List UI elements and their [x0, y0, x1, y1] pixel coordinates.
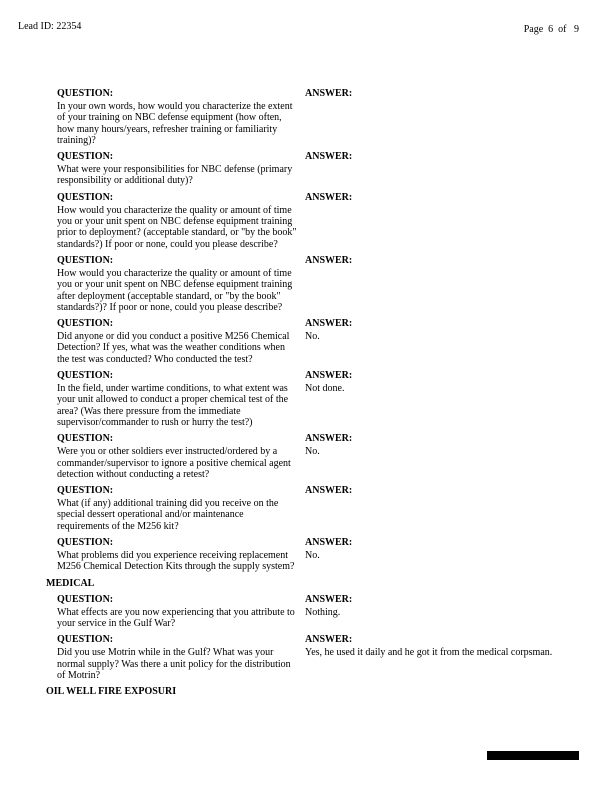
- answer-column: [305, 191, 555, 250]
- question-column: [57, 484, 305, 532]
- qa-block: [57, 593, 587, 630]
- answer-label: ANSWER:: [305, 485, 353, 497]
- answer-column: [305, 593, 555, 630]
- question-column: [57, 150, 305, 187]
- qa-block: [57, 484, 587, 532]
- question-label: QUESTION:: [57, 318, 114, 330]
- question-label: QUESTION:: [57, 634, 114, 646]
- question-text: What effects are you now experiencing that you attribute to your service in the Gulf War?: [57, 606, 295, 629]
- question-column: [57, 317, 305, 365]
- qa-list: [46, 87, 587, 701]
- question-column: [57, 191, 305, 250]
- answer-text: No.: [305, 550, 320, 562]
- question-text: What were your responsibilities for NBC defense (primary responsibility or additional duty)?: [57, 164, 293, 187]
- qa-block: [57, 432, 587, 480]
- qa-block: [57, 317, 587, 365]
- qa-block: [57, 536, 587, 573]
- qa-block: [57, 150, 587, 187]
- question-text: What (if any) additional training did you receive on the special dessert operational and/or maintenance requirements of the M256 kit?: [57, 498, 279, 532]
- answer-column: [305, 254, 555, 313]
- question-text: Were you or other soldiers ever instructed/ordered by a commander/supervisor to ignore a positive chemical agent detection without conducting a retest?: [57, 446, 291, 480]
- question-label: QUESTION:: [57, 151, 114, 163]
- question-label: QUESTION:: [57, 485, 114, 497]
- answer-text: Yes, he used it daily and he got it from the medical corpsman.: [305, 647, 553, 659]
- question-label: QUESTION:: [57, 88, 114, 99]
- answer-column: [305, 484, 555, 532]
- section-heading-medical: MEDICAL: [46, 577, 95, 589]
- question-label: QUESTION:: [57, 370, 114, 382]
- answer-column: [305, 369, 555, 428]
- answer-label: ANSWER:: [305, 191, 353, 203]
- page-number: Page 6 of 9: [523, 24, 579, 35]
- question-label: QUESTION:: [57, 433, 114, 445]
- redaction-bar: [487, 751, 579, 760]
- answer-label: ANSWER:: [305, 370, 353, 382]
- question-column: [57, 87, 305, 146]
- question-text: What problems did you experience receiving replacement M256 Chemical Detection Kits through the supply system?: [57, 550, 295, 573]
- answer-label: ANSWER:: [305, 537, 353, 549]
- answer-column: [305, 633, 555, 681]
- answer-column: [305, 536, 555, 573]
- qa-block: [57, 369, 587, 428]
- question-text: Did you use Motrin while in the Gulf? What was your normal supply? Was there a unit policy for the distribution of Motrin?: [57, 647, 291, 681]
- qa-block: [57, 87, 587, 146]
- question-column: [57, 432, 305, 480]
- answer-column: [305, 87, 555, 146]
- answer-text: No.: [305, 446, 320, 458]
- answer-label: ANSWER:: [305, 151, 353, 163]
- question-column: [57, 593, 305, 630]
- answer-label: ANSWER:: [305, 634, 353, 646]
- answer-label: ANSWER:: [305, 318, 353, 330]
- question-text: How would you characterize the quality or amount of time you or your unit spent on NBC defense equipment training after deployment (acceptable standard, or "by the book" standards?)? If poor or none, could you please describe?: [57, 267, 293, 313]
- answer-column: [305, 432, 555, 480]
- qa-block: [57, 633, 587, 681]
- question-column: [57, 633, 305, 681]
- answer-text: Not done.: [305, 383, 345, 395]
- question-text: Did anyone or did you conduct a positive M256 Chemical Detection? If yes, what was the weather conditions when the test was conducted? Who conducted the test?: [57, 331, 290, 365]
- answer-text: No.: [305, 331, 320, 343]
- question-label: QUESTION:: [57, 537, 114, 549]
- question-column: [57, 369, 305, 428]
- question-label: QUESTION:: [57, 191, 114, 203]
- answer-label: ANSWER:: [305, 254, 353, 266]
- qa-block: [57, 191, 587, 250]
- qa-block: [57, 254, 587, 313]
- lead-id: Lead ID: 22354: [18, 21, 82, 32]
- question-label: QUESTION:: [57, 593, 114, 605]
- answer-label: ANSWER:: [305, 88, 353, 99]
- question-text: How would you characterize the quality or amount of time you or your unit spent on NBC defense equipment training prior to deployment? (acceptable standard, or "by the book" standards?) If poor or none, could you please describe?: [57, 204, 297, 250]
- question-column: [57, 254, 305, 313]
- answer-text: Nothing.: [305, 606, 341, 618]
- section-heading-oil-well-fire-exposure: OIL WELL FIRE EXPOSURI: [46, 686, 177, 698]
- question-text: In your own words, how would you characterize the extent of your training on NBC defense equipment (how often, how many hours/years, refresher training or familiarity training)?: [57, 101, 293, 146]
- answer-label: ANSWER:: [305, 593, 353, 605]
- answer-label: ANSWER:: [305, 433, 353, 445]
- question-label: QUESTION:: [57, 254, 114, 266]
- question-column: [57, 536, 305, 573]
- answer-column: [305, 317, 555, 365]
- answer-column: [305, 150, 555, 187]
- question-text: In the field, under wartime conditions, to what extent was your unit allowed to conduct a proper chemical test of the area? (Was there pressure from the immediate supervisor/commander to rush or hurry the test?): [57, 383, 289, 428]
